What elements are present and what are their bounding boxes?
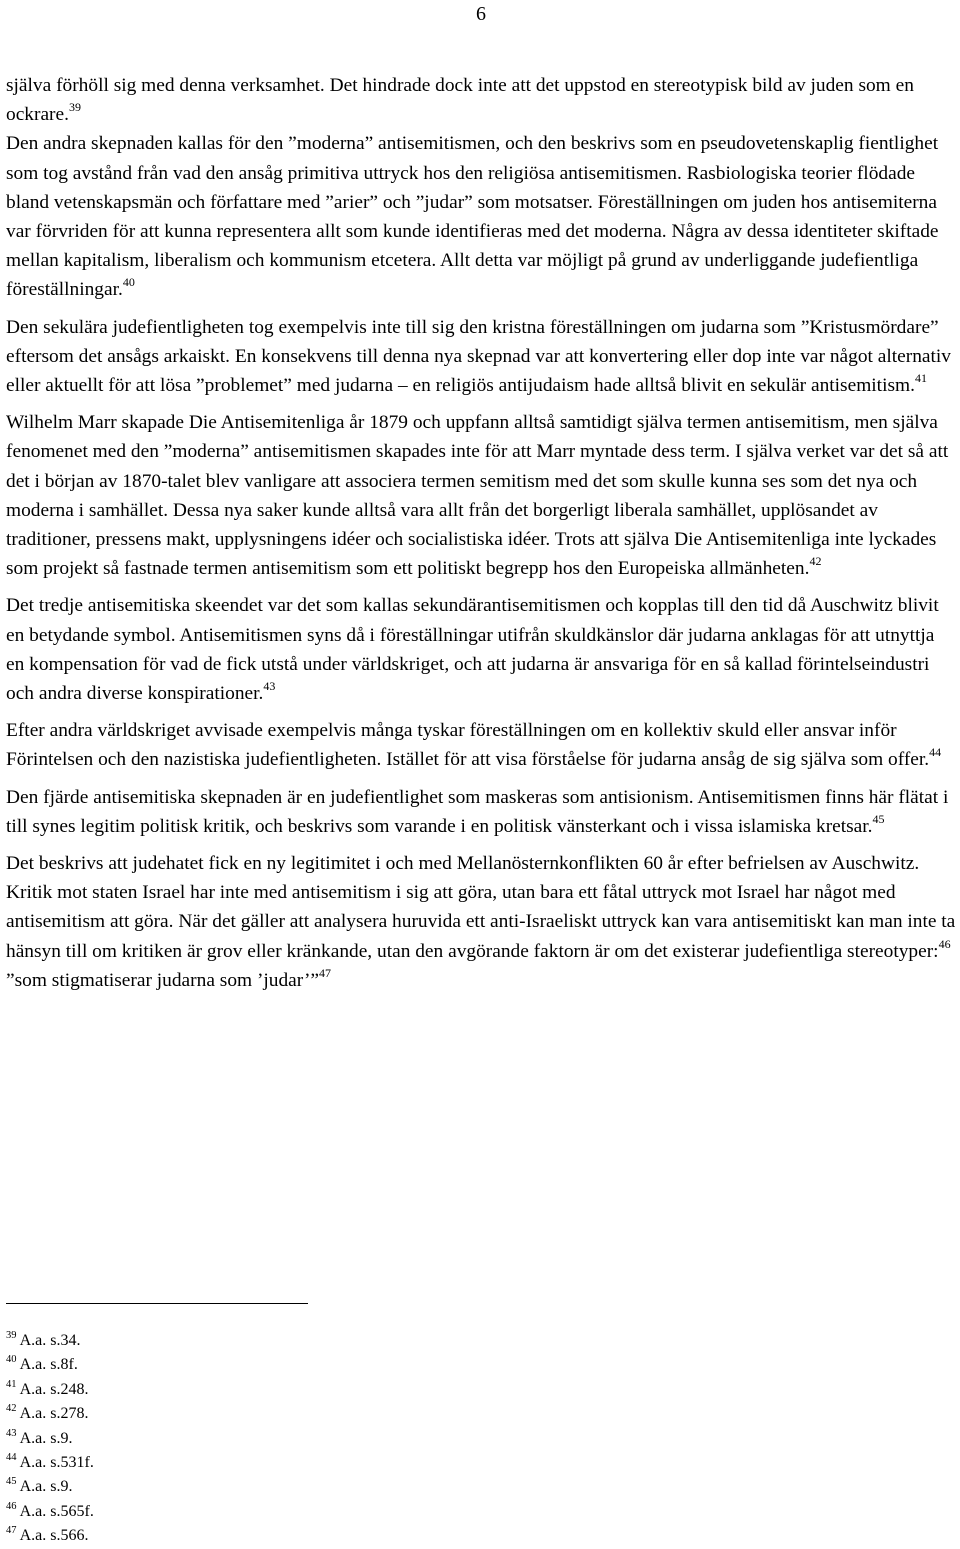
paragraph-text: Wilhelm Marr skapade Die Antisemitenliga år 1879 och uppfann alltså samtidigt själva termen antisemitism, men själva fenomenet med den ”moderna” antisemitismen skapades inte för att Marr myntade dess term. I själva verket var det så att det i början av 1870-talet blev vanligare att associera termen semitism med det som skulle kunna ses som det nya och moderna i samhället. Dessa nya saker kunde alltså vara allt från det borgerligt liberala samhället, upplösandet av traditioner, pressens makt, upplysningens idéer och socialistiska idéer. Trots att själva Die Antisemitenliga inte lyckades som projekt så fastnade termen antisemitism som ett politiskt begrepp hos den Europeiska allmänheten. — [6, 412, 949, 580]
footnote-text: A.a. s.565f. — [19, 1502, 94, 1520]
footnote-text: A.a. s.9. — [19, 1478, 73, 1496]
paragraph-5 — [6, 591, 956, 708]
footnote-46 — [6, 1500, 94, 1524]
footnote-text: A.a. s.9. — [19, 1429, 73, 1447]
paragraph-8 — [6, 849, 956, 995]
footnote-42 — [6, 1402, 94, 1426]
footnote-ref-45: 45 — [872, 811, 885, 826]
footnote-41 — [6, 1378, 94, 1402]
footnote-text: A.a. s.278. — [19, 1405, 89, 1423]
quote-text: ”som stigmatiserar judarna som ’judar’” — [6, 969, 320, 991]
footnote-40 — [6, 1353, 94, 1377]
footnote-ref-41: 41 — [914, 371, 927, 386]
page-number: 6 — [476, 3, 486, 25]
footnote-number: 42 — [6, 1403, 17, 1415]
paragraph-text: Den andra skepnaden kallas för den ”moderna” antisemitismen, och den beskrivs som en pseudovetenskaplig fientlighet som tog avstånd från vad den ansåg primitiva uttryck hos den religiösa antisemitismen. Rasbiologiska teorier flödade bland vetenskapsmän och författare med ”arier” och ”judar” som motsatser. Föreställningen om juden hos antisemiterna var förvriden för att kunna representera allt som kunde identifieras med det moderna. Några av dessa identiteter skiftade mellan kapitalism, liberalism och kommunism etcetera. Allt detta var möjligt på grund av underliggande judefientliga föreställningar. — [6, 133, 939, 301]
footnote-ref-40: 40 — [122, 275, 135, 290]
paragraph-text: Efter andra världskriget avvisade exempelvis många tyskar föreställningen om en kollektiv skuld eller ansvar inför Förintelsen och den nazistiska judefientligheten. Istället för att visa förståelse för judarna ansåg de sig själva som offer. — [6, 720, 930, 771]
footnote-ref-44: 44 — [929, 745, 942, 760]
paragraph-text: Det tredje antisemitiska skeendet var det som kallas sekundärantisemitismen och kopplas till den tid då Auschwitz blivit en betydande symbol. Antisemitismen syns då i föreställningar utifrån skuldkänslor där judarna anklagas för att utnyttja en kompensation för vad de fick utstå under världskriget, och att judarna är ansvariga för en så kallad förintelseindustri och andra diverse konspirationer. — [6, 595, 939, 705]
footnote-number: 45 — [6, 1476, 17, 1488]
footnote-ref-46: 46 — [938, 936, 951, 951]
footnote-39 — [6, 1329, 94, 1353]
footnote-ref-42: 42 — [809, 554, 822, 569]
paragraph-3 — [6, 313, 956, 401]
paragraph-text: Den sekulära judefientligheten tog exempelvis inte till sig den kristna föreställningen om judarna som ”Kristusmördare” eftersom det ansågs arkaiskt. En konsekvens till denna nya skepnad var att konvertering eller dop inte var något alternativ eller aktuellt för att lösa ”problemet” med judarna – en religiös antijudaism hade alltså blivit en sekulär antisemitism. — [6, 316, 951, 397]
paragraph-6 — [6, 716, 956, 774]
paragraph-7 — [6, 783, 956, 841]
footnote-43 — [6, 1427, 94, 1451]
footnote-number: 43 — [6, 1427, 17, 1439]
paragraph-2 — [6, 129, 956, 304]
footnote-number: 47 — [6, 1525, 17, 1537]
paragraph-1 — [6, 71, 956, 129]
footnote-separator — [6, 1303, 308, 1304]
footnote-text: A.a. s.566. — [19, 1527, 89, 1545]
footnote-number: 41 — [6, 1378, 17, 1390]
footnote-text: A.a. s.248. — [19, 1380, 89, 1398]
footnote-44 — [6, 1451, 94, 1475]
paragraph-text: själva förhöll sig med denna verksamhet. Det hindrade dock inte att det uppstod en stereotypisk bild av juden som en ockrare. — [6, 75, 914, 126]
footnote-ref-39: 39 — [68, 100, 81, 115]
footnote-number: 46 — [6, 1500, 17, 1512]
footnote-47 — [6, 1524, 94, 1548]
footnote-ref-43: 43 — [263, 679, 276, 694]
paragraph-text: Den fjärde antisemitiska skepnaden är en judefientlighet som maskeras som antisionism. Antisemitismen finns här flätat i till synes legitim politisk kritik, och beskrivs som varande i en politisk vänsterkant och i vissa islamiska kretsar. — [6, 786, 949, 837]
footnote-number: 40 — [6, 1354, 17, 1366]
footnote-ref-47: 47 — [319, 965, 332, 980]
footnote-number: 39 — [6, 1330, 17, 1341]
body-text — [6, 71, 956, 1003]
paragraph-4 — [6, 408, 956, 583]
footnote-45 — [6, 1475, 94, 1499]
footnote-number: 44 — [6, 1452, 17, 1464]
footnotes — [6, 1329, 94, 1549]
paragraph-text: Det beskrivs att judehatet fick en ny legitimitet i och med Mellanösternkonflikten 60 år efter befrielsen av Auschwitz. Kritik mot staten Israel har inte med antisemitism i sig att göra, utan bara ett fåtal uttryck mot Israel har något med antisemitism att göra. När det gäller att analysera huruvida ett anti-Israeliskt uttryck kan vara antisemitiskt kan man inte ta hänsyn till om kritiken är grov eller kränkande, utan den avgörande faktorn är om det existerar judefientliga stereotyper: — [6, 853, 956, 962]
footnote-text: A.a. s.8f. — [19, 1356, 78, 1374]
footnote-text: A.a. s.531f. — [19, 1454, 94, 1472]
footnote-text: A.a. s.34. — [19, 1332, 81, 1349]
